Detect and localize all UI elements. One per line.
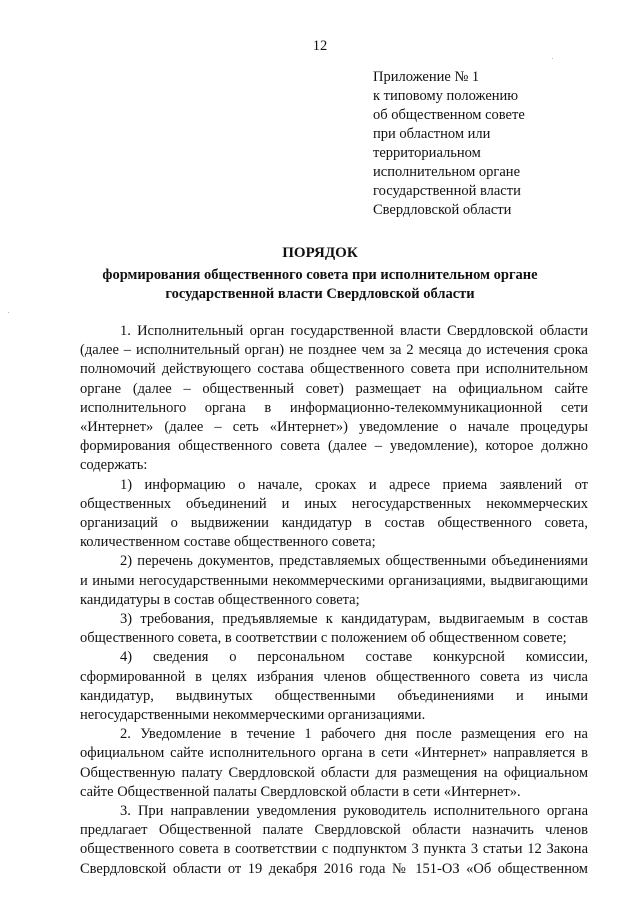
appendix-line: к типовому положению [373, 88, 519, 104]
paragraph-line: органе (далее – общественный совет) размещает на официальном сайте [80, 380, 588, 397]
paragraph-line: сформированной в целях избрания членов общественного совета из числа [80, 668, 588, 685]
document-title: ПОРЯДОК [282, 245, 358, 261]
paragraph-line: 1) информацию о начале, сроках и адресе приема заявлений от [120, 476, 588, 493]
paragraph [80, 322, 588, 476]
paragraph-line: «Интернет» (далее – сеть «Интернет») уведомление о начале процедуры [80, 419, 588, 436]
appendix-line: государственной власти [373, 183, 521, 199]
paragraph-line: общественного совета в соответствии с подпунктом 3 пункта 3 статьи 12 Закона [80, 841, 588, 858]
paragraph [80, 802, 588, 879]
paragraph-line: 3. При направлении уведомления руководитель исполнительного органа [120, 803, 588, 820]
appendix-line: Свердловской области [373, 202, 512, 218]
appendix-line: об общественном совете [373, 107, 525, 123]
document-subtitle [0, 266, 640, 304]
appendix-line: Приложение № 1 [373, 69, 480, 85]
paragraph [80, 476, 588, 553]
paragraph-line: общественных объединений и иных негосударственных некоммерческих [80, 495, 588, 512]
paragraph-line: Свердловской области от 19 декабря 2016 года № 151-ОЗ «Об общественном [80, 860, 588, 877]
paragraph-line: (далее – исполнительный орган) не позднее чем за 2 месяца до истечения срока [80, 342, 588, 359]
paragraph-line: негосударственными некоммерческими организациями. [80, 707, 426, 724]
subtitle-line: государственной власти Свердловской области [165, 286, 475, 302]
scan-speck [552, 58, 553, 59]
paragraph-line: количественном составе общественного совета; [80, 534, 376, 551]
appendix-line: исполнительном органе [373, 164, 521, 180]
paragraph-line: исполнительного органа в информационно-телекоммуникационной сети [80, 399, 588, 416]
paragraph-line: 2. Уведомление в течение 1 рабочего дня после размещения его на [120, 726, 588, 743]
appendix-line: при областном или [373, 126, 491, 142]
paragraph-line: предлагает Общественной палате Свердловской области назначить членов [80, 822, 588, 839]
paragraph-line: официальном сайте исполнительного органа в сети «Интернет» направляется в [80, 745, 588, 762]
paragraph [80, 725, 588, 802]
appendix-line: территориальном [373, 145, 481, 161]
paragraph-line: 2) перечень документов, представляемых общественными объединениями [120, 553, 588, 570]
paragraph-line: и иными негосударственными некоммерческими организациями, выдвигающими [80, 572, 588, 589]
paragraph-line: кандидатур, выдвинутых общественными объединениями и иными [80, 687, 588, 704]
paragraph [80, 648, 588, 725]
paragraph-line: сайте Общественной палаты Свердловской области в сети «Интернет». [80, 783, 521, 800]
document-body [80, 322, 588, 879]
appendix-block [373, 68, 525, 220]
paragraph [80, 552, 588, 610]
paragraph-line: организаций о выдвижении кандидатур в состав общественного совета, [80, 515, 588, 532]
paragraph-line: кандидатуры в состав общественного совета; [80, 591, 360, 608]
paragraph-line: Общественную палату Свердловской области для размещения на официальном [80, 764, 588, 781]
paragraph-line: 4) сведения о персональном составе конкурсной комиссии, [120, 649, 588, 666]
page-number: 12 [312, 38, 328, 54]
paragraph-line: содержать: [80, 457, 148, 474]
paragraph [80, 610, 588, 648]
subtitle-line: формирования общественного совета при исполнительном органе [102, 267, 538, 283]
paragraph-line: 3) требования, предъявляемые к кандидатурам, выдвигаемым в состав [120, 611, 588, 628]
scan-speck [8, 312, 9, 313]
paragraph-line: формирования общественного совета (далее – уведомление), которое должно [80, 438, 588, 455]
paragraph-line: общественного совета, в соответствии с положением об общественном совете; [80, 630, 567, 647]
paragraph-line: полномочий действующего состава общественного совета при исполнительном [80, 361, 588, 378]
paragraph-line: 1. Исполнительный орган государственной власти Свердловской области [120, 323, 588, 339]
